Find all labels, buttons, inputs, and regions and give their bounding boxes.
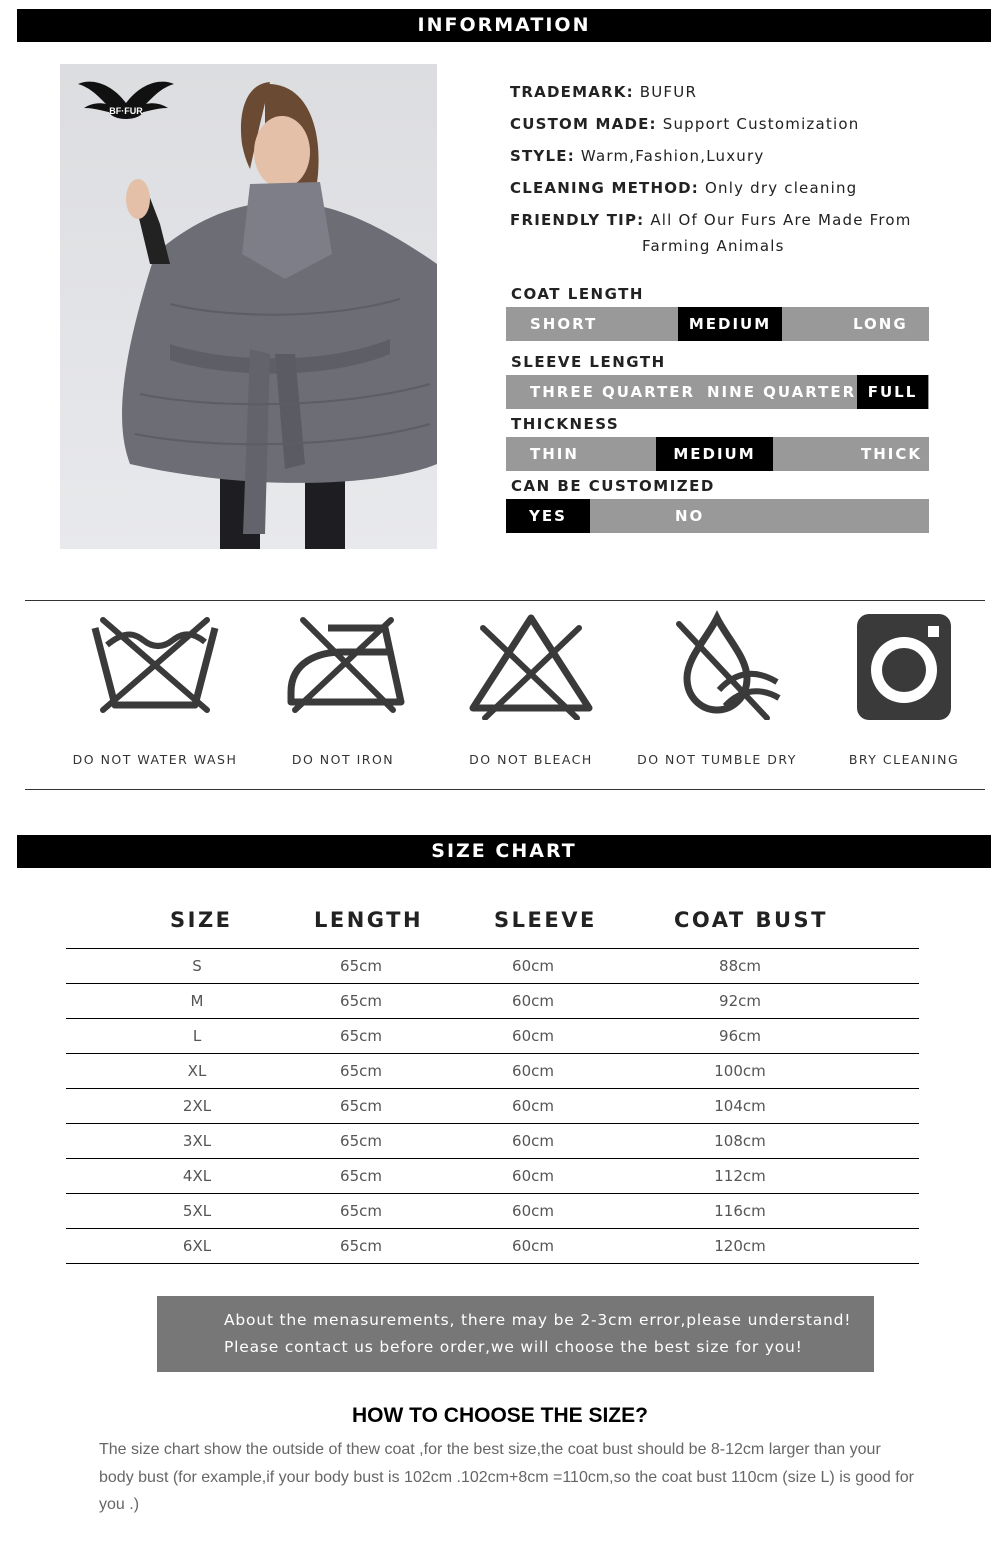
table-cell: 60cm — [512, 1027, 554, 1045]
table-cell: 60cm — [512, 1202, 554, 1220]
size-chart-header: SIZE CHART — [17, 835, 991, 868]
option-customized: CAN BE CUSTOMIZED YES NO — [506, 477, 929, 533]
table-cell: 65cm — [340, 1237, 382, 1255]
table-cell: 65cm — [340, 1132, 382, 1150]
table-row — [66, 1124, 919, 1159]
table-cell: 116cm — [714, 1202, 766, 1220]
option-coat-length: COAT LENGTH SHORT MEDIUM LONG — [506, 285, 929, 341]
note-line: Please contact us before order,we will choose the best size for you! — [224, 1338, 803, 1356]
column-header-coat-bust: COAT BUST — [674, 908, 828, 932]
table-row — [66, 949, 919, 984]
table-cell: 60cm — [512, 1097, 554, 1115]
option-thin[interactable]: THIN — [530, 445, 579, 463]
table-cell: 65cm — [340, 992, 382, 1010]
table-cell: 65cm — [340, 1062, 382, 1080]
table-cell: 65cm — [340, 1097, 382, 1115]
dry-cleaning-icon — [834, 610, 974, 720]
table-cell: 65cm — [340, 1167, 382, 1185]
table-cell: 4XL — [182, 1167, 212, 1185]
size-table — [66, 900, 919, 1264]
no-iron-icon — [273, 610, 413, 720]
table-cell: 5XL — [182, 1202, 212, 1220]
option-full-selected[interactable]: FULL — [857, 375, 928, 409]
no-bleach-icon — [461, 610, 601, 720]
table-cell: 60cm — [512, 1167, 554, 1185]
table-cell: 6XL — [182, 1237, 212, 1255]
table-row — [66, 1159, 919, 1194]
table-row — [66, 1054, 919, 1089]
info-row-custom-made: CUSTOM MADE: Support Customization — [510, 115, 860, 133]
divider — [25, 789, 985, 790]
table-cell: 60cm — [512, 1132, 554, 1150]
howto-title: HOW TO CHOOSE THE SIZE? — [352, 1404, 648, 1427]
table-cell: 108cm — [714, 1132, 766, 1150]
table-cell: 100cm — [714, 1062, 766, 1080]
info-row-trademark: TRADEMARK: BUFUR — [510, 83, 698, 101]
care-item-no-water-wash: DO NOT WATER WASH — [60, 610, 250, 720]
information-header: INFORMATION — [17, 9, 991, 42]
table-cell: 65cm — [340, 957, 382, 975]
info-row-cleaning: CLEANING METHOD: Only dry cleaning — [510, 179, 858, 197]
table-cell: 104cm — [714, 1097, 766, 1115]
table-cell: M — [190, 992, 204, 1010]
care-item-dry-cleaning: BRY CLEANING — [809, 610, 999, 720]
option-three-quarter[interactable]: THREE QUARTER — [530, 383, 696, 401]
table-cell: 65cm — [340, 1027, 382, 1045]
table-cell: S — [192, 957, 202, 975]
table-cell: 92cm — [719, 992, 761, 1010]
table-header — [66, 900, 919, 949]
column-header-length: LENGTH — [314, 908, 424, 932]
table-row — [66, 1194, 919, 1229]
option-long[interactable]: LONG — [853, 315, 908, 333]
table-cell: 60cm — [512, 957, 554, 975]
table-cell: 3XL — [182, 1132, 212, 1150]
model-illustration — [60, 64, 437, 549]
svg-text:BF·FUR: BF·FUR — [109, 106, 143, 116]
table-row — [66, 1019, 919, 1054]
table-cell: 60cm — [512, 992, 554, 1010]
table-row — [66, 984, 919, 1019]
option-thickness: THICKNESS THIN MEDIUM THICK — [506, 415, 929, 471]
table-cell: L — [192, 1027, 202, 1045]
table-cell: 120cm — [714, 1237, 766, 1255]
care-item-no-tumble-dry: DO NOT TUMBLE DRY — [622, 610, 812, 720]
no-water-wash-icon — [85, 610, 225, 720]
table-cell: 60cm — [512, 1237, 554, 1255]
option-yes-selected[interactable]: YES — [506, 499, 590, 533]
option-nine-quarter[interactable]: NINE QUARTER — [707, 383, 857, 401]
option-short[interactable]: SHORT — [530, 315, 598, 333]
divider — [25, 600, 985, 601]
option-medium-selected[interactable]: MEDIUM — [656, 437, 773, 471]
table-cell: 65cm — [340, 1202, 382, 1220]
measurement-note — [157, 1296, 874, 1372]
column-header-size: SIZE — [170, 908, 233, 932]
option-medium-selected[interactable]: MEDIUM — [678, 307, 782, 341]
note-line: About the menasurements, there may be 2-3cm error,please understand! — [224, 1311, 852, 1329]
info-row-style: STYLE: Warm,Fashion,Luxury — [510, 147, 765, 165]
table-cell: 112cm — [714, 1167, 766, 1185]
option-sleeve-length: SLEEVE LENGTH THREE QUARTER NINE QUARTER FULL — [506, 353, 929, 409]
care-item-no-bleach: DO NOT BLEACH — [436, 610, 626, 720]
product-info-list — [510, 82, 940, 268]
care-item-no-iron: DO NOT IRON — [248, 610, 438, 720]
column-header-sleeve: SLEEVE — [494, 908, 597, 932]
info-row-friendly-tip: FRIENDLY TIP: All Of Our Furs Are Made From Farming Animals — [510, 211, 912, 255]
option-no[interactable]: NO — [675, 507, 705, 525]
table-cell: 96cm — [719, 1027, 761, 1045]
table-row — [66, 1089, 919, 1124]
table-row — [66, 1229, 919, 1264]
product-photo — [60, 64, 437, 549]
table-cell: 88cm — [719, 957, 761, 975]
table-cell: 2XL — [182, 1097, 212, 1115]
howto-text: The size chart show the outside of thew coat ,for the best size,the coat bust should be 8-12cm larger than your body bust (for example,if your body bust is 102cm .102cm+8cm =110cm,so the coat bust 110cm (size L) is good for you .) — [99, 1441, 914, 1513]
table-cell: XL — [187, 1062, 207, 1080]
no-tumble-dry-icon — [647, 610, 787, 720]
table-cell: 60cm — [512, 1062, 554, 1080]
option-thick[interactable]: THICK — [861, 445, 922, 463]
